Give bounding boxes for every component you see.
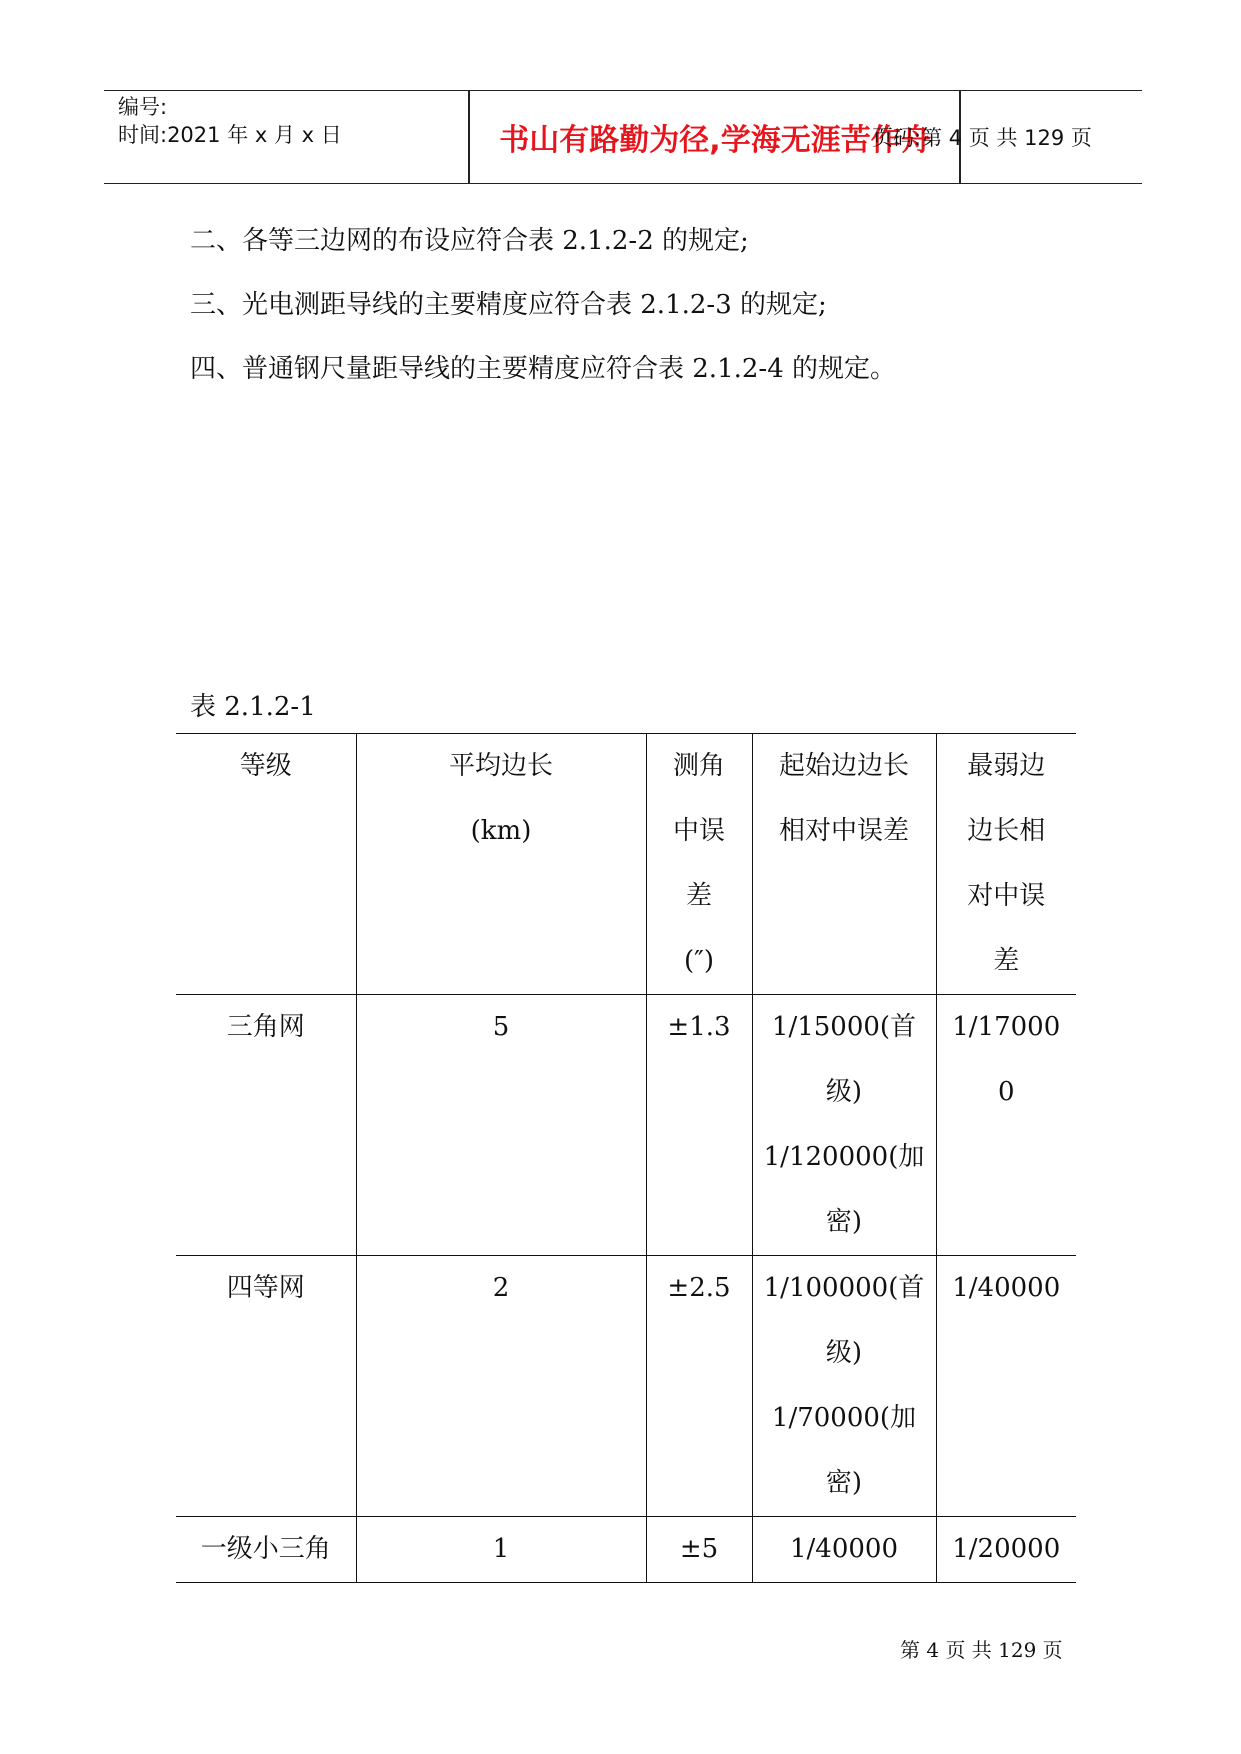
cell-text: (km) — [470, 816, 532, 846]
table-cell — [936, 995, 1076, 1256]
table-header-cell — [936, 734, 1076, 995]
paragraph: 四、普通钢尺量距导线的主要精度应符合表 2.1.2-4 的规定。 — [190, 354, 897, 384]
cell-text: 0 — [997, 1077, 1015, 1107]
cell-text: 1/70000(加 — [771, 1403, 917, 1433]
table-cell — [356, 1517, 646, 1583]
page-footer: 第 4 页 共 129 页 — [900, 1638, 1063, 1662]
table-cell — [646, 1256, 752, 1517]
table-cell — [356, 995, 646, 1256]
cell-text: 最弱边 — [967, 751, 1046, 781]
table-cell — [176, 995, 356, 1256]
cell-text: 中误 — [672, 816, 725, 846]
page-header — [104, 90, 1142, 184]
cell-text: 1/17000 — [952, 1012, 1061, 1042]
cell-text: 1/20000 — [952, 1534, 1061, 1564]
table-cell — [646, 1517, 752, 1583]
cell-text: 1/40000 — [789, 1534, 898, 1564]
paragraph: 三、光电测距导线的主要精度应符合表 2.1.2-3 的规定; — [190, 290, 827, 320]
table-caption: 表 2.1.2-1 — [190, 692, 316, 722]
cell-text: 测角 — [672, 751, 725, 781]
cell-text: 起始边边长 — [778, 751, 909, 781]
cell-text: 相对中误差 — [778, 816, 909, 846]
cell-text: 1/100000(首 — [763, 1273, 925, 1303]
header-meta — [118, 93, 358, 149]
cell-text: 5 — [492, 1012, 510, 1042]
cell-text: ±1.3 — [667, 1012, 731, 1042]
table-cell — [356, 1256, 646, 1517]
table-cell — [752, 1517, 936, 1583]
cell-text: 平均边长 — [448, 751, 553, 781]
header-page-code: 页码:第 4 页 共 129 页 — [872, 126, 1092, 150]
table-row — [176, 1256, 1076, 1517]
table-cell — [936, 1517, 1076, 1583]
cell-text: 三角网 — [226, 1012, 305, 1042]
cell-text: 对中误 — [967, 881, 1046, 911]
cell-text: 1/15000(首 — [771, 1012, 917, 1042]
cell-text: 1/40000 — [952, 1273, 1061, 1303]
table-cell — [176, 1256, 356, 1517]
cell-text: 差 — [993, 946, 1020, 976]
cell-text: 级) — [825, 1077, 863, 1107]
header-motto: 书山有路勤为径,学海无涯苦作舟 — [499, 123, 931, 158]
cell-text: ±5 — [679, 1534, 719, 1564]
precision-table — [176, 733, 1076, 1583]
cell-text: 差 — [685, 881, 712, 911]
cell-text: 一级小三角 — [200, 1534, 331, 1564]
cell-text: 1 — [492, 1534, 510, 1564]
table-header-cell — [752, 734, 936, 995]
table-row — [176, 995, 1076, 1256]
cell-text: 密) — [825, 1468, 863, 1498]
cell-text: ±2.5 — [667, 1273, 731, 1303]
cell-text: (″) — [684, 946, 714, 976]
table-cell — [176, 1517, 356, 1583]
cell-text: 1/120000(加 — [763, 1142, 925, 1172]
table-cell — [752, 995, 936, 1256]
table-header-cell — [356, 734, 646, 995]
table-cell — [936, 1256, 1076, 1517]
time-label: 时间:2021 年 x 月 x 日 — [118, 123, 342, 147]
table-cell — [646, 995, 752, 1256]
number-label: 编号: — [118, 95, 168, 119]
cell-text: 级) — [825, 1338, 863, 1368]
table-header-cell — [646, 734, 752, 995]
table-header-cell — [176, 734, 356, 995]
cell-text: 边长相 — [967, 816, 1046, 846]
cell-text: 2 — [492, 1273, 510, 1303]
cell-text: 密) — [825, 1207, 863, 1237]
table-row — [176, 1517, 1076, 1583]
paragraph: 二、各等三边网的布设应符合表 2.1.2-2 的规定; — [190, 226, 749, 256]
table-cell — [752, 1256, 936, 1517]
cell-text: 四等网 — [226, 1273, 305, 1303]
cell-text: 等级 — [239, 751, 292, 781]
table-header-row — [176, 734, 1076, 995]
